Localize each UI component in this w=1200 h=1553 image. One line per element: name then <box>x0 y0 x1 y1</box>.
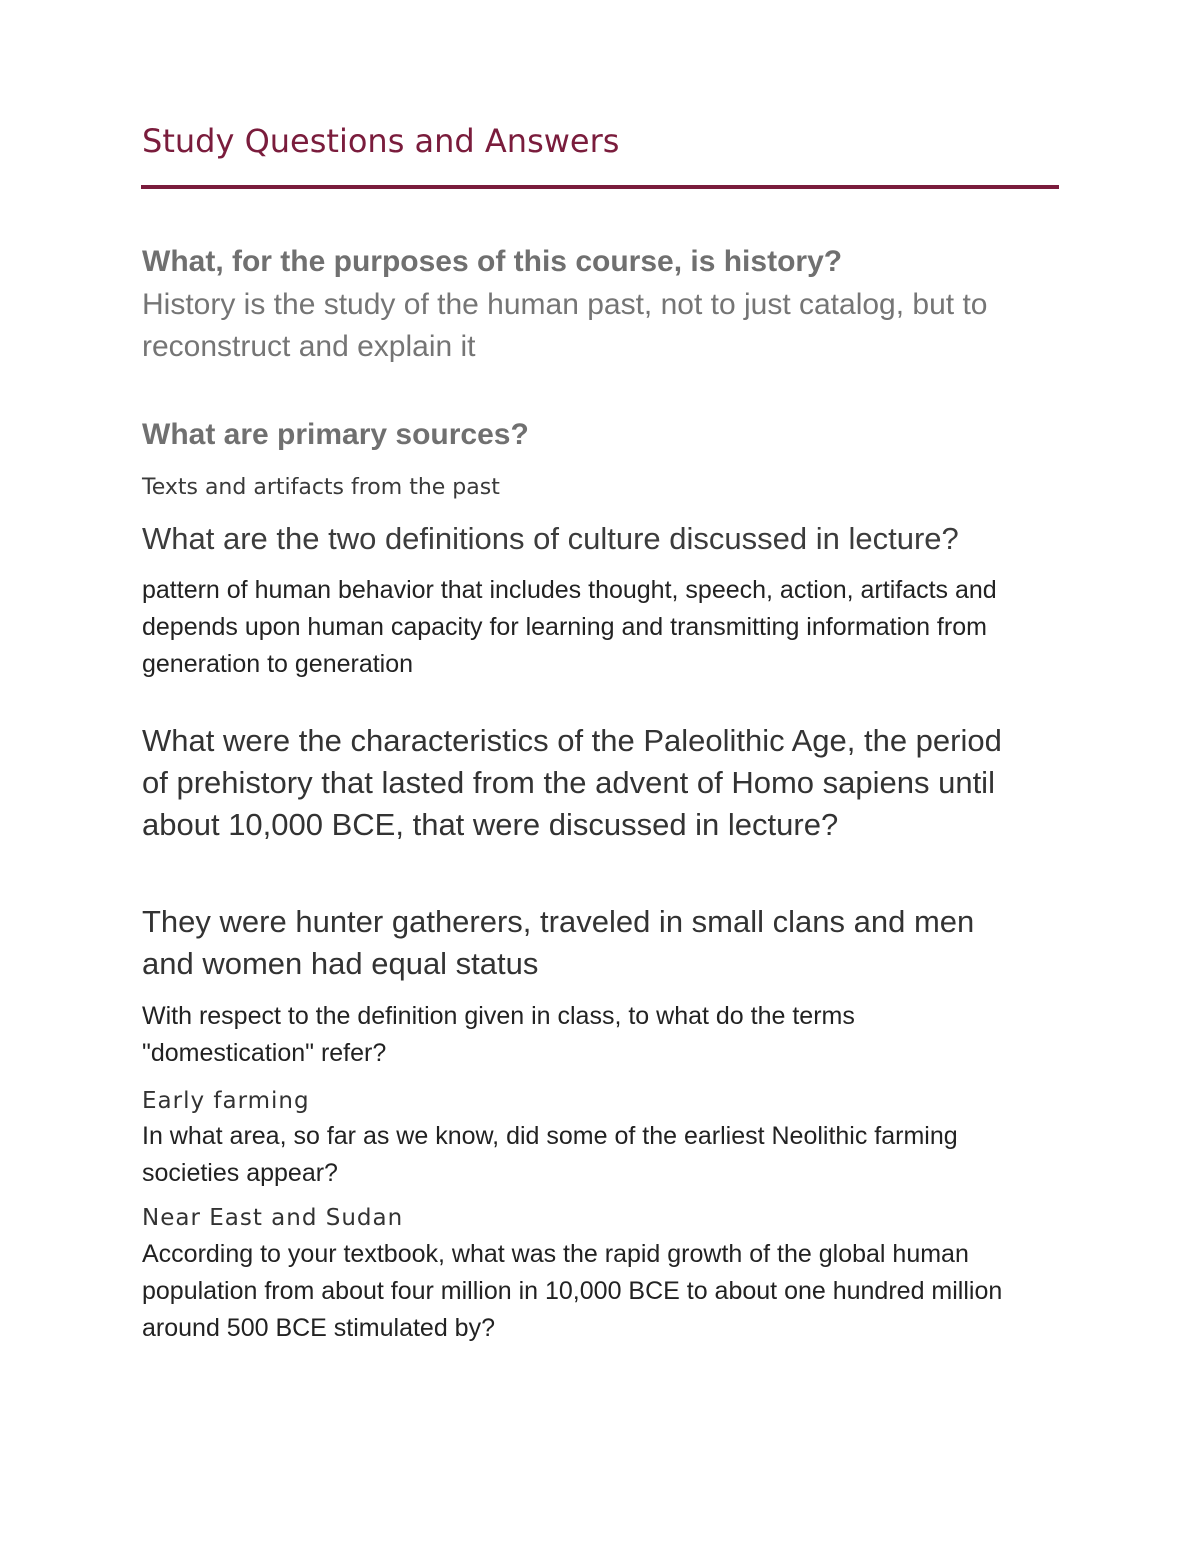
question-3: What are the two definitions of culture discussed in lecture? <box>142 521 959 556</box>
title-divider <box>141 185 1059 189</box>
answer-3: pattern of human behavior that includes thought, speech, action, artifacts and depends upon human capacity for learning and transmitting information from generation to generation <box>142 576 997 678</box>
answer-4: They were hunter gatherers, traveled in small clans and men and women had equal status <box>142 904 975 981</box>
answer-2: Texts and artifacts from the past <box>142 475 500 500</box>
answer-1: History is the study of the human past, not to just catalog, but to reconstruct and explain it <box>142 288 988 363</box>
question-7: According to your textbook, what was the rapid growth of the global human population from about four million in 10,000 BCE to about one hundred million around 500 BCE stimulated by? <box>142 1240 1003 1342</box>
question-2: What are primary sources? <box>142 418 529 451</box>
question-5: With respect to the definition given in class, to what do the terms "domestication" refer? <box>142 1002 855 1067</box>
question-4: What were the characteristics of the Paleolithic Age, the period of prehistory that lasted from the advent of Homo sapiens until about 10,000 BCE, that were discussed in lecture? <box>142 723 1002 842</box>
question-1: What, for the purposes of this course, is history? <box>142 245 843 278</box>
document-title: Study Questions and Answers <box>142 122 620 160</box>
answer-6: Near East and Sudan <box>142 1205 404 1231</box>
question-6: In what area, so far as we know, did some of the earliest Neolithic farming societies appear? <box>142 1122 958 1187</box>
answer-5: Early farming <box>142 1088 310 1114</box>
